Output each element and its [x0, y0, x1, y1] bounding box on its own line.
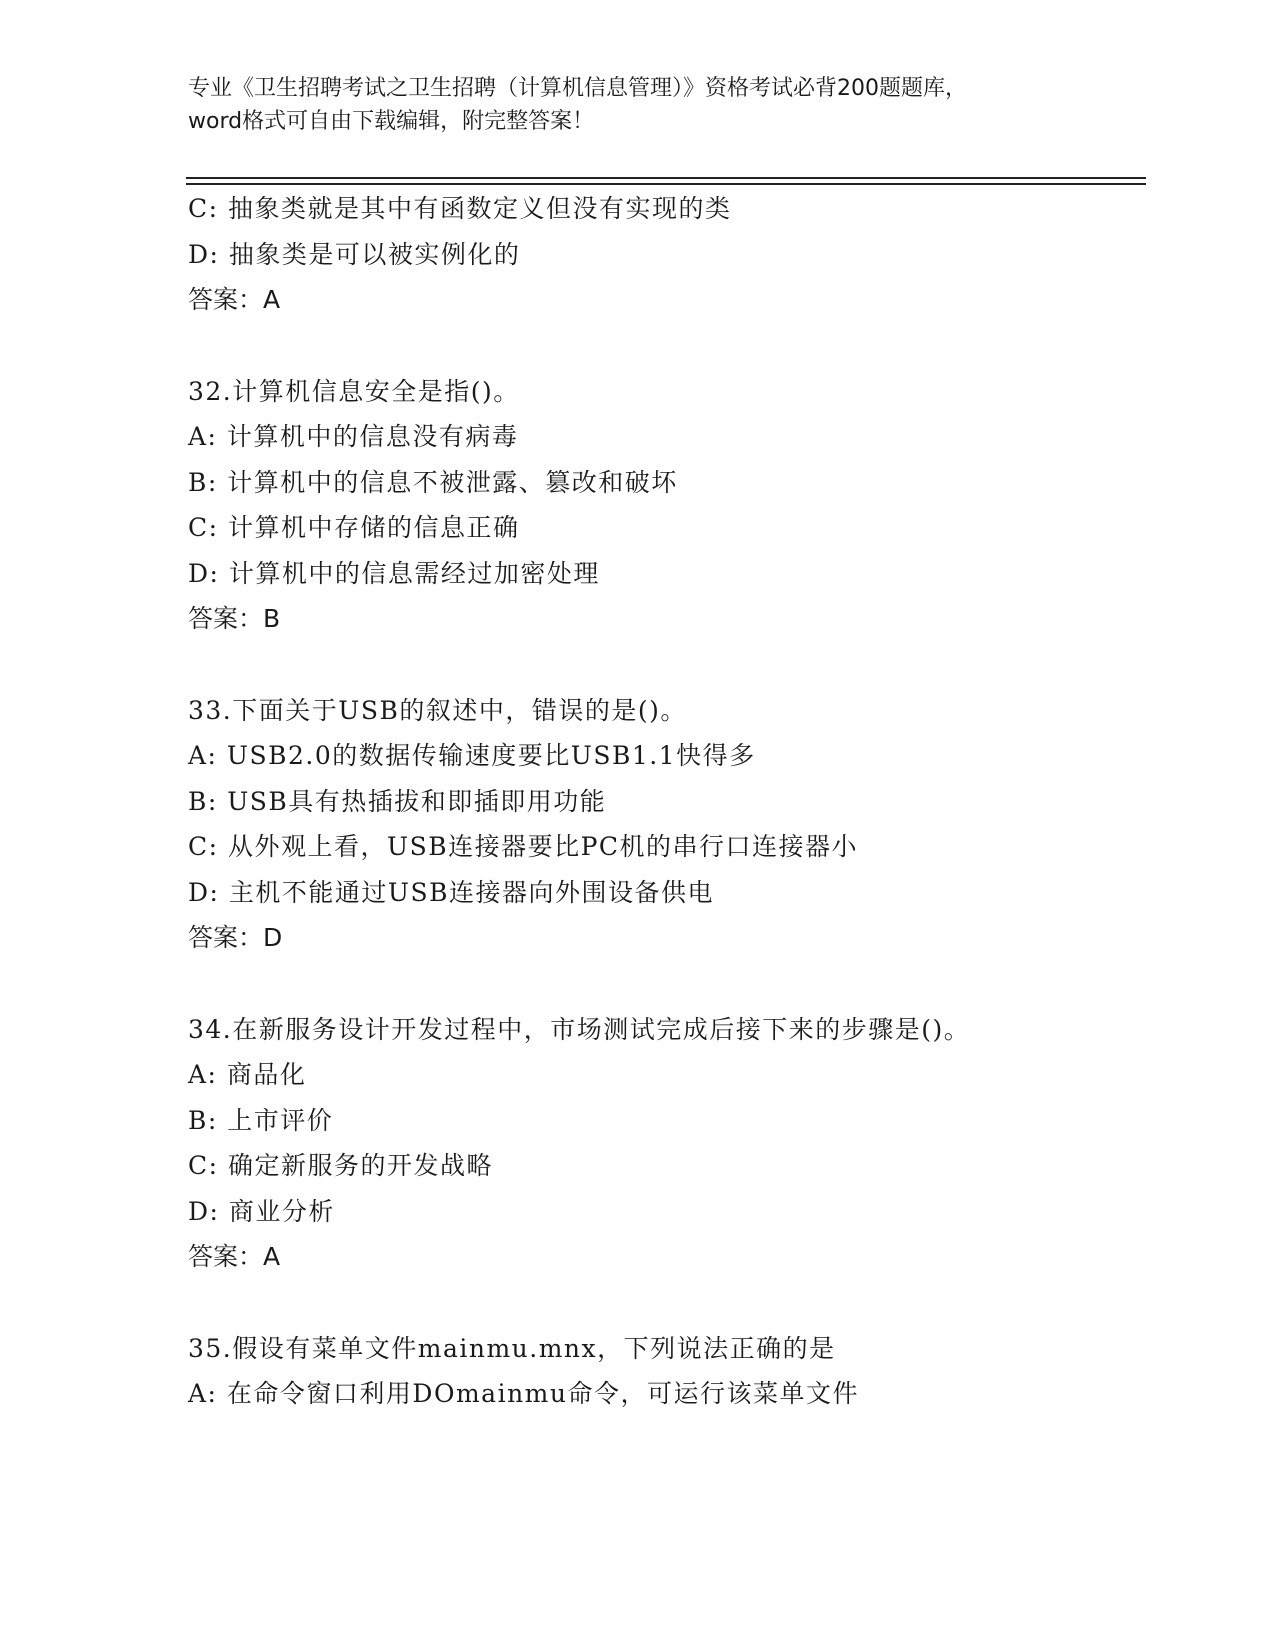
option-a: A: 计算机中的信息没有病毒 [188, 422, 519, 451]
option-b: B: USB具有热插拔和即插即用功能 [188, 786, 607, 816]
question-stem: 32.计算机信息安全是指()。 [188, 376, 520, 406]
question-32 [188, 369, 1148, 642]
answer-line: 答案：A [188, 1242, 281, 1271]
option-c: C: 从外观上看，USB连接器要比PC机的串行口连接器小 [188, 832, 859, 861]
question-31-continued [188, 186, 1148, 323]
header-title-line-2: word格式可自由下载编辑，附完整答案！ [188, 109, 595, 134]
option-d: D: 抽象类是可以被实例化的 [188, 239, 521, 269]
answer-line: 答案：B [188, 604, 281, 633]
header-title-line-1: 专业《卫生招聘考试之卫生招聘（计算机信息管理）》资格考试必背200题题库， [188, 76, 967, 101]
question-stem: 35.假设有菜单文件mainmu.mnx，下列说法正确的是 [188, 1333, 836, 1363]
option-c: C: 计算机中存储的信息正确 [188, 513, 520, 542]
option-d: D: 商业分析 [188, 1196, 335, 1226]
option-a: A: 在命令窗口利用DOmainmu命令，可运行该菜单文件 [188, 1379, 859, 1408]
question-34 [188, 1007, 1148, 1280]
question-33 [188, 688, 1148, 961]
option-b: B: 上市评价 [188, 1105, 334, 1135]
option-a: A: 商品化 [188, 1060, 307, 1089]
option-c: C: 确定新服务的开发战略 [188, 1151, 493, 1180]
spacer [188, 1280, 1148, 1326]
answer-line: 答案：D [188, 923, 283, 952]
answer-line: 答案：A [188, 285, 281, 314]
document-header [188, 72, 1088, 138]
option-d: D: 主机不能通过USB连接器向外围设备供电 [188, 877, 714, 907]
option-b: B: 计算机中的信息不被泄露、篡改和破坏 [188, 467, 678, 497]
question-list [188, 186, 1148, 1417]
spacer [188, 323, 1148, 369]
header-divider-top [186, 177, 1146, 179]
question-stem: 33.下面关于USB的叙述中，错误的是()。 [188, 695, 687, 725]
option-c: C: 抽象类就是其中有函数定义但没有实现的类 [188, 194, 732, 223]
header-divider-bottom [186, 183, 1146, 185]
question-stem: 34.在新服务设计开发过程中，市场测试完成后接下来的步骤是()。 [188, 1014, 971, 1044]
option-a: A: USB2.0的数据传输速度要比USB1.1快得多 [188, 741, 756, 770]
spacer [188, 642, 1148, 688]
question-35 [188, 1326, 1148, 1417]
option-d: D: 计算机中的信息需经过加密处理 [188, 558, 600, 588]
spacer [188, 961, 1148, 1007]
